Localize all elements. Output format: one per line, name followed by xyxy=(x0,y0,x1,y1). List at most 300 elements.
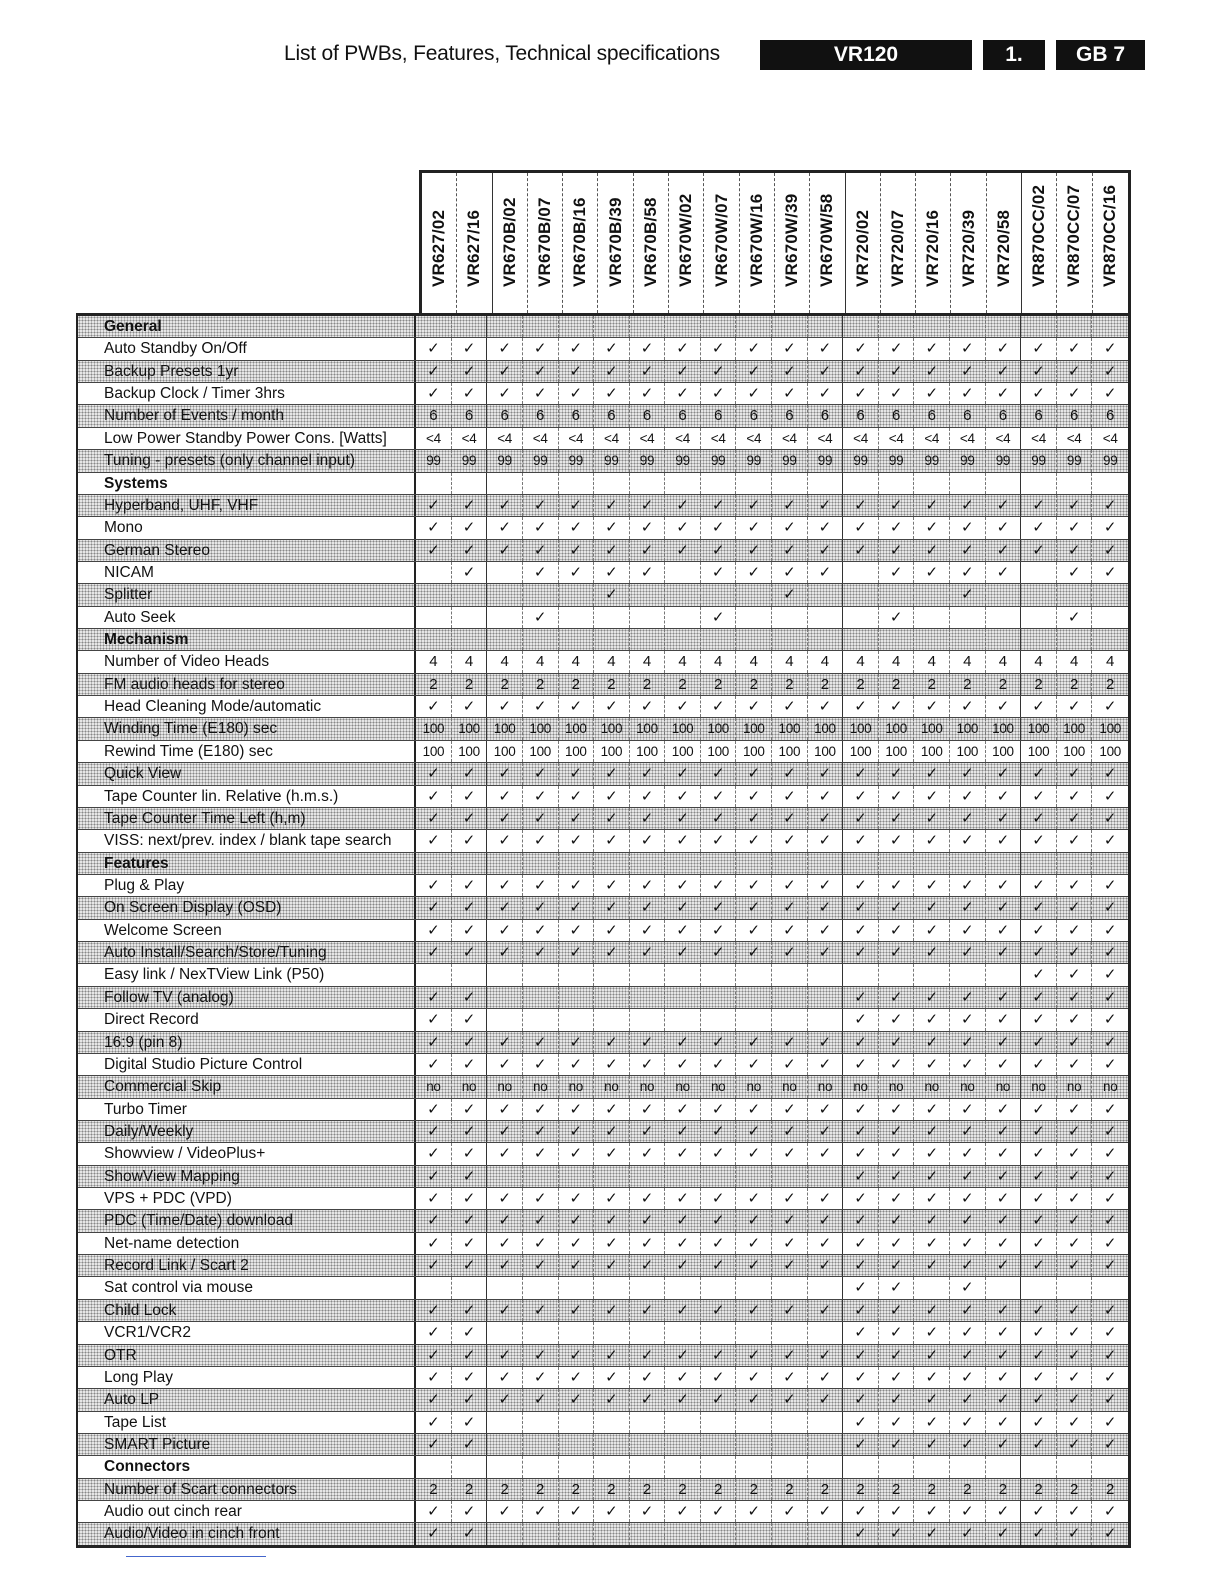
table-cell: ✓ xyxy=(452,696,488,717)
table-cell: ✓ xyxy=(1103,1525,1117,1543)
table-cell: ✓ xyxy=(1021,1054,1057,1075)
table-cell: ✓ xyxy=(1021,1233,1057,1254)
table-cell: ✓ xyxy=(950,383,986,404)
table-cell: ✓ xyxy=(986,562,1022,583)
table-cell xyxy=(950,473,986,494)
table-cell: <4 xyxy=(1102,430,1118,446)
table-cell xyxy=(1057,1456,1093,1477)
table-cell: ✓ xyxy=(986,495,1022,516)
table-cell: ✓ xyxy=(452,1009,488,1030)
table-cell: ✓ xyxy=(630,1121,666,1142)
table-cell: ✓ xyxy=(523,1099,559,1120)
table-cell: ✓ xyxy=(559,786,595,807)
table-cell xyxy=(630,629,666,650)
table-cell: ✓ xyxy=(1057,808,1093,829)
table-cell xyxy=(772,853,808,874)
table-cell: ✓ xyxy=(736,830,772,851)
table-cell: ✓ xyxy=(1021,383,1057,404)
table-cell: ✓ xyxy=(701,942,737,963)
table-cell xyxy=(701,1166,737,1187)
table-cell: ✓ xyxy=(416,338,452,359)
table-cell: ✓ xyxy=(986,1188,1022,1209)
table-cell: ✓ xyxy=(665,361,701,382)
table-cell xyxy=(879,473,915,494)
table-cell: ✓ xyxy=(772,1255,808,1276)
table-cell xyxy=(914,1277,950,1298)
table-cell: ✓ xyxy=(665,1501,701,1522)
table-cell: ✓ xyxy=(736,808,772,829)
table-cell: ✓ xyxy=(843,763,879,784)
table-cell xyxy=(665,316,701,337)
table-cell xyxy=(559,1456,595,1477)
table-cell: ✓ xyxy=(523,1345,559,1366)
table-cell: ✓ xyxy=(1057,607,1093,628)
table-cell: ✓ xyxy=(1021,1345,1057,1366)
table-cell: no xyxy=(594,1076,630,1097)
table-cell: ✓ xyxy=(879,1121,915,1142)
table-cell xyxy=(559,1277,595,1298)
table-cell xyxy=(1021,584,1057,605)
table-cell: 4 xyxy=(559,651,595,672)
table-cell: ✓ xyxy=(772,1054,808,1075)
table-cell: ✓ xyxy=(452,1143,488,1164)
table-cell: ✓ xyxy=(665,1389,701,1410)
table-cell: no xyxy=(665,1076,701,1097)
table-cell: ✓ xyxy=(701,540,737,561)
table-cell: ✓ xyxy=(736,1188,772,1209)
table-cell: ✓ xyxy=(736,1233,772,1254)
table-cell: ✓ xyxy=(986,1166,1022,1187)
table-cell: 100 xyxy=(950,718,986,739)
table-cell: ✓ xyxy=(808,338,844,359)
table-cell: ✓ xyxy=(1057,495,1093,516)
feature-label: Low Power Standby Power Cons. [Watts] xyxy=(78,428,416,449)
table-cell: ✓ xyxy=(1057,763,1093,784)
table-cell: ✓ xyxy=(523,1233,559,1254)
table-cell: ✓ xyxy=(879,517,915,538)
table-cell: ✓ xyxy=(986,1255,1022,1276)
table-cell xyxy=(1021,316,1057,337)
table-cell xyxy=(487,1277,523,1298)
model-header xyxy=(634,173,669,313)
model-header xyxy=(987,173,1022,313)
table-cell: ✓ xyxy=(487,1345,523,1366)
table-cell xyxy=(986,853,1022,874)
table-cell xyxy=(950,964,986,985)
table-cell: 99 xyxy=(523,450,559,471)
table-cell: ✓ xyxy=(594,495,630,516)
table-cell: 2 xyxy=(523,1479,559,1500)
table-cell: ✓ xyxy=(914,1099,950,1120)
table-cell: ✓ xyxy=(986,1032,1022,1053)
table-row xyxy=(78,1322,1128,1344)
table-cell: 100 xyxy=(630,741,666,762)
table-cell: ✓ xyxy=(986,1501,1022,1522)
table-cell xyxy=(630,1456,666,1477)
table-cell: ✓ xyxy=(950,1210,986,1231)
table-cell: ✓ xyxy=(1057,540,1093,561)
table-cell: ✓ xyxy=(559,942,595,963)
table-cell xyxy=(559,1412,595,1433)
table-row xyxy=(78,584,1128,606)
table-cell: 100 xyxy=(701,718,737,739)
table-cell: ✓ xyxy=(843,786,879,807)
table-cell: 99 xyxy=(701,450,737,471)
table-cell: <4 xyxy=(701,428,737,449)
table-cell: ✓ xyxy=(594,1210,630,1231)
table-cell: ✓ xyxy=(665,1300,701,1321)
table-cell: ✓ xyxy=(630,1099,666,1120)
table-cell xyxy=(843,584,879,605)
table-cell: ✓ xyxy=(416,1099,452,1120)
table-cell: ✓ xyxy=(914,1143,950,1164)
feature-label: Showview / VideoPlus+ xyxy=(78,1143,416,1164)
model-header xyxy=(881,173,916,313)
table-cell xyxy=(487,316,523,337)
table-cell: ✓ xyxy=(843,987,879,1008)
table-cell xyxy=(487,607,523,628)
table-cell xyxy=(594,1523,630,1544)
table-cell: 2 xyxy=(487,1479,523,1500)
table-row xyxy=(78,1389,1128,1411)
table-cell: ✓ xyxy=(1021,1523,1057,1544)
table-cell xyxy=(736,1456,772,1477)
table-cell: <4 xyxy=(986,428,1022,449)
table-row xyxy=(78,964,1128,986)
table-cell: ✓ xyxy=(879,786,915,807)
feature-label: Number of Video Heads xyxy=(78,651,416,672)
feature-label: Plug & Play xyxy=(78,875,416,896)
table-cell: 6 xyxy=(914,405,950,426)
table-cell: ✓ xyxy=(452,786,488,807)
table-cell xyxy=(559,964,595,985)
table-cell: ✓ xyxy=(843,1143,879,1164)
table-cell: ✓ xyxy=(1103,899,1117,917)
table-cell: ✓ xyxy=(914,875,950,896)
table-cell: ✓ xyxy=(808,1300,844,1321)
table-cell: ✓ xyxy=(1103,340,1117,358)
table-cell xyxy=(452,1456,488,1477)
table-cell xyxy=(487,584,523,605)
table-row xyxy=(78,942,1128,964)
table-cell xyxy=(1021,473,1057,494)
table-cell: ✓ xyxy=(879,1389,915,1410)
table-cell: 2 xyxy=(665,674,701,695)
table-cell: ✓ xyxy=(879,1412,915,1433)
table-cell: ✓ xyxy=(879,1032,915,1053)
table-cell xyxy=(736,853,772,874)
table-cell: ✓ xyxy=(1057,1054,1093,1075)
table-cell: ✓ xyxy=(1021,1412,1057,1433)
table-cell: 4 xyxy=(701,651,737,672)
table-cell: no xyxy=(879,1076,915,1097)
table-cell: ✓ xyxy=(452,1121,488,1142)
table-cell: ✓ xyxy=(630,1054,666,1075)
table-cell: ✓ xyxy=(772,517,808,538)
table-cell xyxy=(452,853,488,874)
table-cell: ✓ xyxy=(772,897,808,918)
table-cell: ✓ xyxy=(594,1143,630,1164)
table-cell: ✓ xyxy=(808,1255,844,1276)
table-cell: 99 xyxy=(879,450,915,471)
table-cell: ✓ xyxy=(594,942,630,963)
table-cell: 2 xyxy=(1106,1480,1115,1498)
table-cell: ✓ xyxy=(986,808,1022,829)
table-cell: no xyxy=(843,1076,879,1097)
table-cell: ✓ xyxy=(487,540,523,561)
table-cell xyxy=(559,1523,595,1544)
table-cell: 99 xyxy=(808,450,844,471)
table-cell: ✓ xyxy=(487,1143,523,1164)
table-cell: ✓ xyxy=(914,1166,950,1187)
table-cell: no xyxy=(950,1076,986,1097)
feature-label: Follow TV (analog) xyxy=(78,987,416,1008)
table-cell: ✓ xyxy=(701,1233,737,1254)
table-cell: 6 xyxy=(808,405,844,426)
table-cell: 4 xyxy=(950,651,986,672)
table-cell xyxy=(594,316,630,337)
table-cell: ✓ xyxy=(665,942,701,963)
table-cell: 6 xyxy=(594,405,630,426)
table-cell xyxy=(772,1434,808,1455)
table-cell: ✓ xyxy=(1103,988,1117,1006)
table-cell xyxy=(665,629,701,650)
table-cell: ✓ xyxy=(452,1345,488,1366)
table-cell xyxy=(808,316,844,337)
table-cell xyxy=(630,1434,666,1455)
table-cell: ✓ xyxy=(986,1210,1022,1231)
table-row xyxy=(78,1255,1128,1277)
table-cell: 4 xyxy=(1021,651,1057,672)
table-cell: ✓ xyxy=(879,1054,915,1075)
feature-label: Tape List xyxy=(78,1412,416,1433)
feature-label: Number of Scart connectors xyxy=(78,1479,416,1500)
table-cell: 6 xyxy=(487,405,523,426)
table-cell: ✓ xyxy=(487,1233,523,1254)
table-cell xyxy=(523,853,559,874)
table-cell: ✓ xyxy=(1057,1166,1093,1187)
model-header xyxy=(528,173,563,313)
feature-label: 16:9 (pin 8) xyxy=(78,1032,416,1053)
table-cell: ✓ xyxy=(701,1367,737,1388)
table-cell xyxy=(487,473,523,494)
table-cell: ✓ xyxy=(879,1009,915,1030)
table-cell: ✓ xyxy=(843,808,879,829)
table-cell xyxy=(665,964,701,985)
table-cell: ✓ xyxy=(1021,808,1057,829)
table-cell: ✓ xyxy=(914,1389,950,1410)
table-cell: 100 xyxy=(914,741,950,762)
table-cell: ✓ xyxy=(416,1345,452,1366)
table-cell: 100 xyxy=(879,718,915,739)
table-cell: ✓ xyxy=(879,897,915,918)
table-cell xyxy=(630,584,666,605)
table-cell xyxy=(772,1322,808,1343)
table-cell: ✓ xyxy=(665,1188,701,1209)
table-cell: ✓ xyxy=(701,383,737,404)
table-cell xyxy=(523,987,559,1008)
table-cell xyxy=(808,1322,844,1343)
table-cell: ✓ xyxy=(487,495,523,516)
table-row xyxy=(78,361,1128,383)
table-cell: ✓ xyxy=(843,1412,879,1433)
table-cell: ✓ xyxy=(665,1099,701,1120)
table-cell: 100 xyxy=(701,741,737,762)
table-cell xyxy=(808,473,844,494)
table-cell: ✓ xyxy=(452,517,488,538)
table-cell: 100 xyxy=(487,718,523,739)
table-cell: ✓ xyxy=(950,875,986,896)
table-cell: ✓ xyxy=(523,830,559,851)
table-cell: no xyxy=(986,1076,1022,1097)
table-cell: ✓ xyxy=(772,920,808,941)
table-cell xyxy=(879,584,915,605)
table-cell: ✓ xyxy=(416,1255,452,1276)
table-cell: ✓ xyxy=(487,696,523,717)
table-cell: ✓ xyxy=(736,696,772,717)
table-cell: ✓ xyxy=(879,875,915,896)
table-cell: ✓ xyxy=(452,1032,488,1053)
table-cell: 100 xyxy=(452,718,488,739)
table-cell: ✓ xyxy=(736,897,772,918)
table-cell: ✓ xyxy=(1021,1121,1057,1142)
table-cell: ✓ xyxy=(950,562,986,583)
table-cell: ✓ xyxy=(523,942,559,963)
table-cell: 99 xyxy=(1021,450,1057,471)
table-cell: ✓ xyxy=(772,808,808,829)
table-cell: ✓ xyxy=(808,1032,844,1053)
table-cell: ✓ xyxy=(1103,765,1117,783)
table-cell: no xyxy=(808,1076,844,1097)
table-cell: ✓ xyxy=(843,1523,879,1544)
feature-label: Tape Counter lin. Relative (h.m.s.) xyxy=(78,786,416,807)
table-cell: 100 xyxy=(843,718,879,739)
table-cell: ✓ xyxy=(950,584,986,605)
table-cell: ✓ xyxy=(701,1210,737,1231)
table-cell: ✓ xyxy=(843,1009,879,1030)
table-cell: no xyxy=(736,1076,772,1097)
model-name: VR627/16 xyxy=(464,209,484,287)
table-cell: 6 xyxy=(416,405,452,426)
table-cell xyxy=(630,853,666,874)
table-cell: ✓ xyxy=(665,1121,701,1142)
table-cell: ✓ xyxy=(986,1389,1022,1410)
table-cell xyxy=(416,584,452,605)
table-cell: ✓ xyxy=(630,495,666,516)
table-cell xyxy=(701,473,737,494)
table-cell: ✓ xyxy=(736,1255,772,1276)
table-cell: ✓ xyxy=(736,1121,772,1142)
table-cell xyxy=(843,964,879,985)
table-cell: ✓ xyxy=(808,1188,844,1209)
table-cell xyxy=(950,607,986,628)
feature-label: Direct Record xyxy=(78,1009,416,1030)
table-cell: ✓ xyxy=(701,1389,737,1410)
table-cell: ✓ xyxy=(1103,362,1117,380)
table-cell: ✓ xyxy=(523,1188,559,1209)
table-row xyxy=(78,763,1128,785)
table-cell: ✓ xyxy=(914,1121,950,1142)
table-cell: ✓ xyxy=(701,1099,737,1120)
table-cell: ✓ xyxy=(1057,1501,1093,1522)
table-cell: ✓ xyxy=(736,1345,772,1366)
table-cell: ✓ xyxy=(452,942,488,963)
table-cell xyxy=(630,473,666,494)
table-cell: ✓ xyxy=(914,1300,950,1321)
table-cell: ✓ xyxy=(879,338,915,359)
table-cell: 100 xyxy=(808,718,844,739)
table-cell: ✓ xyxy=(1103,944,1117,962)
table-cell: 6 xyxy=(950,405,986,426)
table-cell: ✓ xyxy=(523,1054,559,1075)
table-cell: ✓ xyxy=(843,1300,879,1321)
table-cell: <4 xyxy=(1021,428,1057,449)
feature-label: VISS: next/prev. index / blank tape search xyxy=(78,830,416,851)
table-cell: ✓ xyxy=(630,830,666,851)
table-cell: ✓ xyxy=(914,987,950,1008)
table-cell: ✓ xyxy=(452,1412,488,1433)
table-cell: no xyxy=(1102,1079,1118,1095)
table-cell: ✓ xyxy=(559,830,595,851)
table-cell xyxy=(487,987,523,1008)
table-cell: ✓ xyxy=(594,540,630,561)
table-cell: ✓ xyxy=(594,875,630,896)
table-cell: ✓ xyxy=(986,763,1022,784)
table-cell: ✓ xyxy=(950,1501,986,1522)
table-cell: ✓ xyxy=(879,1501,915,1522)
table-cell: ✓ xyxy=(843,1345,879,1366)
table-cell xyxy=(950,853,986,874)
table-cell: ✓ xyxy=(986,920,1022,941)
table-cell: ✓ xyxy=(594,383,630,404)
table-cell: ✓ xyxy=(808,1501,844,1522)
table-cell: ✓ xyxy=(950,1143,986,1164)
table-cell: ✓ xyxy=(630,1032,666,1053)
table-cell: 2 xyxy=(416,674,452,695)
table-cell xyxy=(1092,584,1128,605)
table-cell: ✓ xyxy=(986,875,1022,896)
table-cell: ✓ xyxy=(1021,1300,1057,1321)
feature-label: Net-name detection xyxy=(78,1233,416,1254)
table-row xyxy=(78,517,1128,539)
table-cell xyxy=(559,629,595,650)
table-cell: 4 xyxy=(772,651,808,672)
table-cell: ✓ xyxy=(559,1345,595,1366)
table-cell: ✓ xyxy=(1057,361,1093,382)
model-header xyxy=(493,173,528,313)
table-cell: ✓ xyxy=(416,786,452,807)
table-cell: ✓ xyxy=(594,584,630,605)
table-cell: ✓ xyxy=(594,696,630,717)
table-cell xyxy=(416,853,452,874)
table-row xyxy=(78,920,1128,942)
table-cell: ✓ xyxy=(487,1099,523,1120)
table-cell: ✓ xyxy=(416,1367,452,1388)
table-cell: <4 xyxy=(487,428,523,449)
table-cell xyxy=(772,316,808,337)
table-cell: ✓ xyxy=(843,1188,879,1209)
table-cell: ✓ xyxy=(523,540,559,561)
table-cell: ✓ xyxy=(1021,1367,1057,1388)
table-cell: ✓ xyxy=(843,1434,879,1455)
table-cell: ✓ xyxy=(950,540,986,561)
table-cell: ✓ xyxy=(736,495,772,516)
table-cell: ✓ xyxy=(416,830,452,851)
table-cell xyxy=(736,316,772,337)
table-cell: ✓ xyxy=(1021,964,1057,985)
feature-label: Digital Studio Picture Control xyxy=(78,1054,416,1075)
table-cell: ✓ xyxy=(701,897,737,918)
